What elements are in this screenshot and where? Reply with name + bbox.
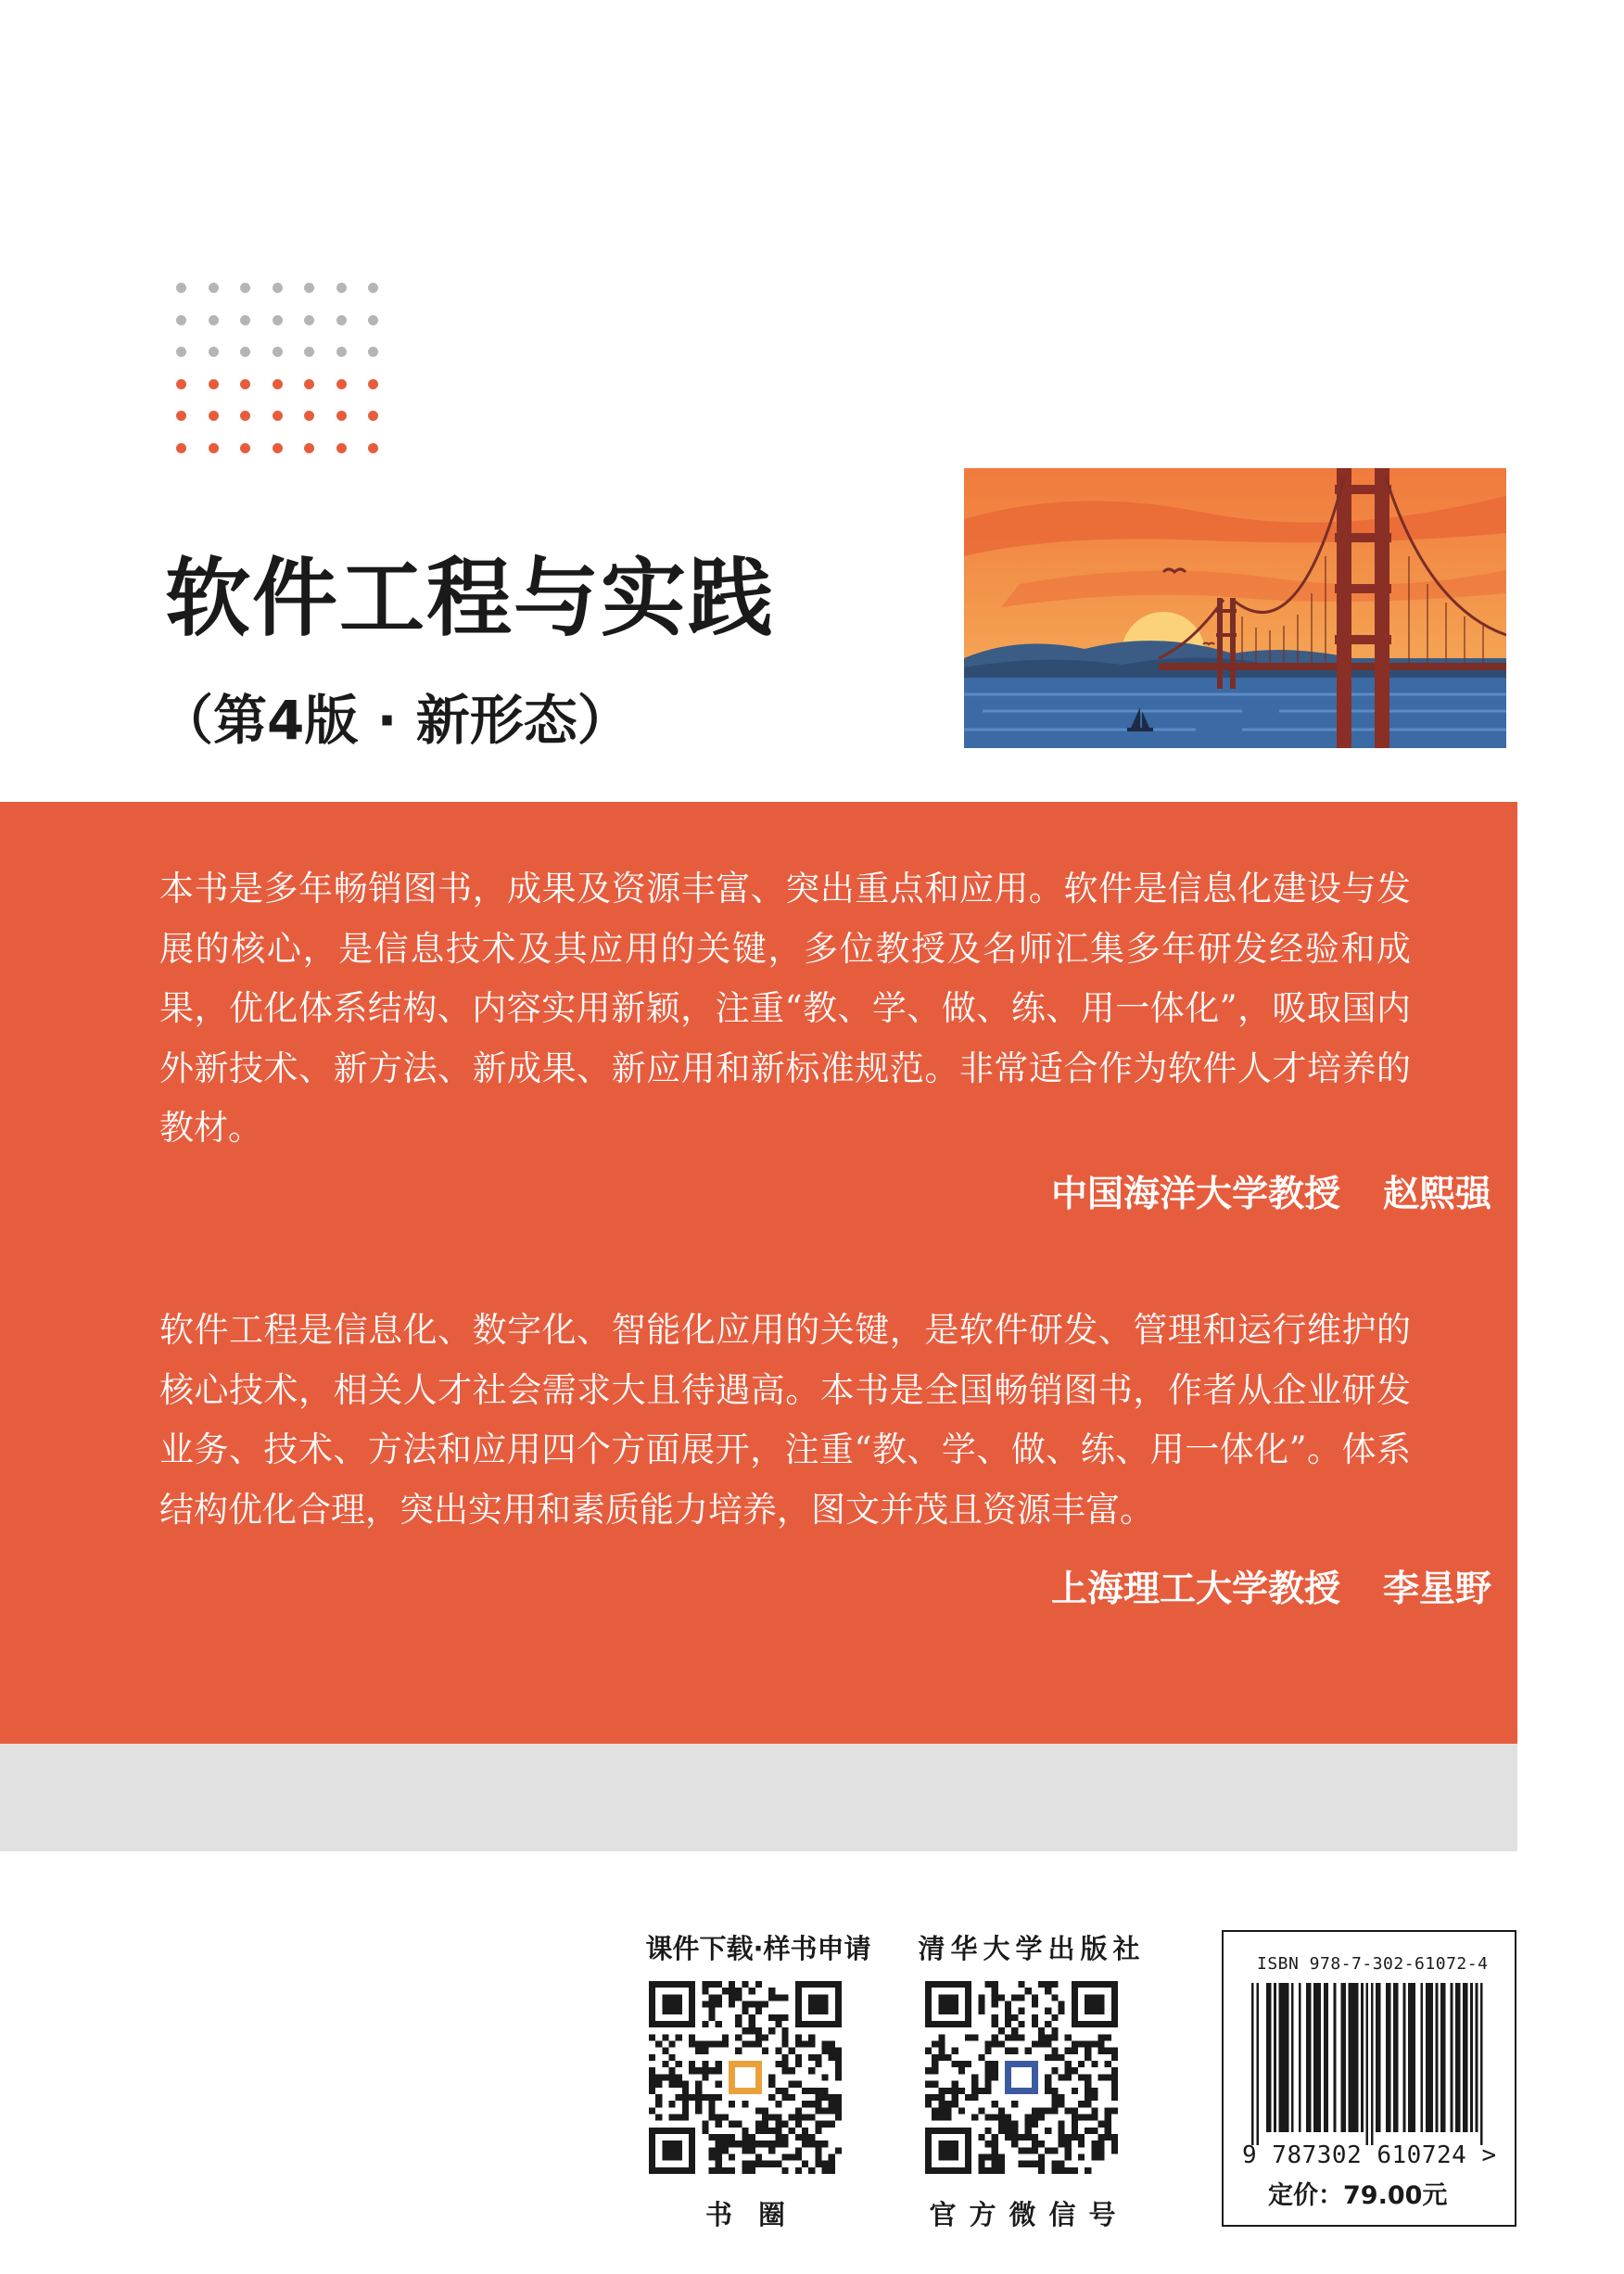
decorative-dot: [336, 283, 347, 293]
book-price: 定价：79.00元: [1268, 2181, 1448, 2210]
endorser-affiliation: 中国海洋大学教授: [1050, 1174, 1340, 1215]
qr-caption-shuquan: 书圈: [704, 2199, 811, 2230]
decorative-dot: [304, 283, 314, 293]
barcode-bar: [1396, 1983, 1399, 2132]
barcode-bar: [1411, 1983, 1414, 2132]
qr-code-wechat[interactable]: [925, 1981, 1118, 2174]
decorative-dot: [209, 443, 219, 453]
decorative-dot: [304, 411, 314, 421]
decorative-dot: [176, 379, 186, 389]
decorative-dot: [209, 315, 219, 325]
qr-label-publisher: 清华大学出版社: [918, 1933, 1146, 1964]
decorative-dot: [368, 411, 378, 421]
decorative-dot: [273, 411, 283, 421]
barcode-bar: [1306, 1983, 1309, 2132]
barcode-bar: [1443, 1983, 1446, 2132]
barcode-bar: [1378, 1983, 1381, 2132]
decorative-dot: [176, 347, 186, 357]
barcode-bar: [1279, 1983, 1282, 2132]
endorsement-text: 本书是多年畅销图书，成果及资源丰富、突出重点和应用。软件是信息化建设与发展的核心，是信息技术及其应用的关键，多位教授及名师汇集多年研发经验和成果，优化体系结构、内容实用新颖，注重“教、学、做、练、用一体化”，吸取国内外新技术、新方法、新成果、新应用和新标准规范。非常适合作为软件人才培养的教材。: [159, 869, 1411, 1148]
barcode-bar: [1440, 1983, 1443, 2132]
ean-barcode: [1251, 1983, 1488, 2145]
barcode-bar: [1458, 1983, 1461, 2132]
golden-gate-bridge-sunset-illustration: [964, 468, 1506, 748]
endorser-name: 赵熙强: [1382, 1174, 1491, 1215]
barcode-bar: [1309, 1983, 1312, 2132]
barcode-bar: [1455, 1983, 1458, 2132]
barcode-bar: [1316, 1983, 1319, 2132]
decorative-dot: [336, 443, 347, 453]
barcode-bar: [1334, 1983, 1337, 2132]
barcode-bar: [1291, 1983, 1294, 2132]
barcode-bar: [1403, 1983, 1406, 2132]
qr-label-courseware: 课件下载·样书申请: [645, 1933, 871, 1964]
isbn-number: ISBN 978-7-302-61072-4: [1257, 1954, 1489, 1974]
decorative-dot: [336, 411, 347, 421]
qr-caption-wechat: 官方微信号: [929, 2199, 1129, 2230]
decorative-dot: [273, 379, 283, 389]
decorative-dot: [209, 379, 219, 389]
barcode-bar: [1413, 1983, 1415, 2132]
decorative-dot: [176, 283, 186, 293]
barcode-bar: [1480, 1983, 1483, 2145]
barcode-bar: [1428, 1983, 1431, 2132]
barcode-bar: [1318, 1983, 1321, 2132]
book-logo-icon: [735, 2067, 755, 2088]
barcode-bar: [1284, 1983, 1287, 2132]
decorative-dot: [209, 347, 219, 357]
barcode-bar: [1436, 1983, 1439, 2132]
barcode-bar: [1324, 1983, 1326, 2132]
barcode-bar: [1376, 1983, 1378, 2132]
decorative-dot: [240, 411, 250, 421]
qr-code-shuquan[interactable]: [649, 1981, 842, 2174]
decorative-dot: [176, 411, 186, 421]
barcode-bar: [1299, 1983, 1301, 2132]
gray-divider-band: [0, 1744, 1517, 1851]
decorative-dot: [304, 443, 314, 453]
barcode-bar: [1341, 1983, 1344, 2132]
barcode-bar: [1365, 1983, 1368, 2145]
barcode-bar: [1266, 1983, 1269, 2132]
decorative-dot: [336, 379, 347, 389]
barcode-bar: [1426, 1983, 1428, 2132]
book-title: 软件工程与实践: [165, 548, 776, 648]
decorative-dot: [209, 283, 219, 293]
barcode-bar: [1343, 1983, 1346, 2132]
decorative-dot: [240, 443, 250, 453]
decorative-dot: [304, 379, 314, 389]
decorative-dot: [273, 347, 283, 357]
barcode-bar: [1274, 1983, 1276, 2132]
decorative-dot-grid: [176, 283, 389, 473]
decorative-dot: [273, 443, 283, 453]
barcode-bar: [1463, 1983, 1465, 2132]
barcode-bar: [1470, 1983, 1473, 2132]
decorative-dot: [368, 379, 378, 389]
decorative-dot: [273, 283, 283, 293]
barcode-bar: [1430, 1983, 1433, 2132]
barcode-bar: [1256, 1983, 1259, 2145]
decorative-dot: [176, 443, 186, 453]
decorative-dot: [368, 347, 378, 357]
barcode-bar: [1371, 1983, 1374, 2145]
barcode-bar: [1389, 1983, 1391, 2132]
barcode-bar: [1313, 1983, 1316, 2132]
barcode-bar: [1421, 1983, 1424, 2132]
barcode-bar: [1356, 1983, 1359, 2132]
isbn-barcode-box: [1222, 1930, 1516, 2227]
barcode-bar: [1393, 1983, 1396, 2132]
decorative-dot: [240, 379, 250, 389]
decorative-dot: [368, 283, 378, 293]
barcode-bar: [1476, 1983, 1478, 2132]
barcode-bar: [1386, 1983, 1389, 2132]
barcode-bar: [1465, 1983, 1468, 2132]
endorser-name: 李星野: [1382, 1569, 1491, 1610]
barcode-bar: [1351, 1983, 1353, 2132]
decorative-dot: [240, 315, 250, 325]
decorative-dot: [368, 443, 378, 453]
endorsement-signature: [1051, 1560, 1491, 1612]
decorative-dot: [273, 315, 283, 325]
decorative-dot: [176, 315, 186, 325]
decorative-dot: [240, 283, 250, 293]
barcode-bar: [1451, 1983, 1453, 2132]
endorser-affiliation: 上海理工大学教授: [1050, 1569, 1340, 1610]
decorative-dot: [304, 315, 314, 325]
endorsement-text: 软件工程是信息化、数字化、智能化应用的关键，是软件研发、管理和运行维护的核心技术，相关人才社会需求大且待遇高。本书是全国畅销图书，作者从企业研发业务、技术、方法和应用四个方面展开，注重“教、学、做、练、用一体化”。体系结构优化合理，突出实用和素质能力培养，图文并茂且资源丰富。: [159, 1310, 1411, 1530]
barcode-bar: [1408, 1983, 1411, 2132]
barcode-bar: [1361, 1983, 1364, 2132]
book-edition-subtitle: （第4版 · 新形态）: [159, 689, 631, 752]
barcode-bar: [1281, 1983, 1284, 2132]
ean-digits: 9 787302 610724 >: [1242, 2141, 1497, 2169]
barcode-bar: [1251, 1983, 1254, 2145]
endorsement-signature: [1051, 1165, 1491, 1217]
barcode-bar: [1349, 1983, 1351, 2132]
decorative-dot: [209, 411, 219, 421]
barcode-bar: [1269, 1983, 1272, 2132]
barcode-bar: [1353, 1983, 1356, 2132]
decorative-dot: [304, 347, 314, 357]
decorative-dot: [240, 347, 250, 357]
decorative-dot: [368, 315, 378, 325]
decorative-dot: [336, 347, 347, 357]
decorative-dot: [336, 315, 347, 325]
publisher-logo-icon: [1011, 2067, 1032, 2088]
barcode-bar: [1326, 1983, 1329, 2132]
barcode-bar: [1287, 1983, 1289, 2132]
